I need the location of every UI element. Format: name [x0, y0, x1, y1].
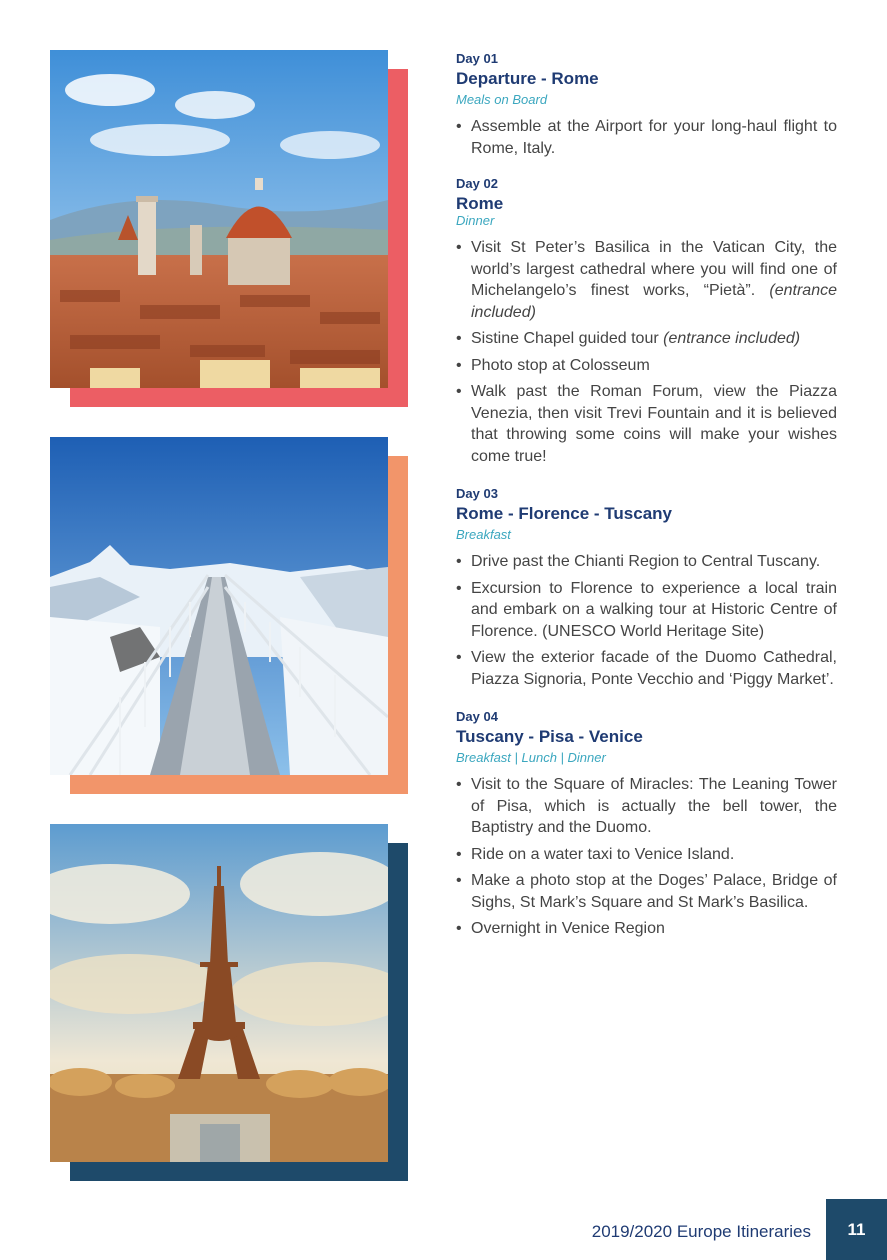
entrance-note: (entrance included) — [663, 330, 801, 347]
day-title: Rome — [456, 194, 504, 213]
bullet-icon: • — [456, 920, 462, 937]
day-section-1 — [456, 50, 837, 159]
list-item: • Visit to the Square of Miracles: The Leaning Tower of Pisa, which is actually the bell tower, the Baptistry and the Duomo. — [456, 776, 837, 836]
activity-list — [456, 551, 837, 690]
list-item: • Excursion to Florence to experience a local train and embark on a walking tour at Historic Centre of Florence. (UNESCO World Heritage Site) — [456, 579, 837, 640]
day-label: Day 02 — [456, 176, 498, 191]
itinerary-column — [456, 50, 837, 945]
day-section-4 — [456, 708, 837, 940]
bullet-icon: • — [456, 776, 462, 793]
list-item: • Walk past the Roman Forum, view the Piazza Venezia, then visit Trevi Fountain and it is believed that throwing some coins will make your wishes come true! — [456, 383, 837, 465]
bullet-icon: • — [456, 845, 462, 863]
day-title: Departure - Rome — [456, 69, 599, 88]
bullet-icon: • — [456, 330, 462, 347]
day-title: Tuscany - Pisa - Venice — [456, 727, 643, 746]
meals-label: Breakfast | Lunch | Dinner — [456, 750, 606, 765]
list-item: • Make a photo stop at the Doges’ Palace, Bridge of Sighs, St Mark’s Square and St Mark’s Basilica. — [456, 872, 837, 911]
bullet-icon: • — [456, 872, 462, 889]
eiffel-tower-image — [50, 824, 388, 1162]
bullet-icon: • — [456, 383, 462, 400]
bullet-icon: • — [456, 356, 462, 374]
list-item: • Photo stop at Colosseum — [456, 355, 837, 377]
photo-block-eiffel — [50, 824, 410, 1184]
snowy-mountain-bridge-image — [50, 437, 388, 775]
day-title: Rome - Florence - Tuscany — [456, 504, 673, 523]
bullet-icon: • — [456, 239, 462, 256]
photo-block-mountain — [50, 437, 410, 797]
photo-block-florence — [50, 50, 410, 410]
footer-title: 2019/2020 Europe Itineraries — [591, 1222, 811, 1241]
page-number: 11 — [826, 1199, 887, 1260]
list-item: • Assemble at the Airport for your long-haul flight to Rome, Italy. — [456, 118, 837, 157]
list-item: • Overnight in Venice Region — [456, 918, 837, 940]
day-label: Day 04 — [456, 709, 498, 724]
entrance-note: (entrance included) — [471, 282, 837, 321]
bullet-icon: • — [456, 553, 462, 570]
day-label: Day 03 — [456, 486, 498, 501]
bullet-icon: • — [456, 118, 462, 135]
day-label: Day 01 — [456, 51, 498, 66]
bullet-icon: • — [456, 579, 462, 597]
meals-label: Breakfast — [456, 527, 511, 542]
activity-list — [456, 237, 837, 467]
list-item: • Ride on a water taxi to Venice Island. — [456, 844, 837, 866]
activity-list — [456, 774, 837, 940]
list-item: • Drive past the Chianti Region to Central Tuscany. — [456, 551, 837, 573]
list-item: • Visit St Peter’s Basilica in the Vatican City, the world’s largest cathedral where you will find one of Michelangelo’s finest works, “Pietà”. (entrance included) — [456, 239, 837, 321]
meals-label: Dinner — [456, 213, 495, 228]
list-item: • View the exterior facade of the Duomo Cathedral, Piazza Signoria, Ponte Vecchio and ‘Piggy Market’. — [456, 649, 837, 688]
activity-list — [456, 116, 837, 159]
bullet-icon: • — [456, 649, 462, 666]
day-section-3 — [456, 485, 837, 690]
meals-label: Meals on Board — [456, 92, 548, 107]
day-section-2 — [456, 175, 837, 467]
florence-cityscape-image — [50, 50, 388, 388]
list-item: • Sistine Chapel guided tour (entrance included) — [456, 328, 837, 350]
